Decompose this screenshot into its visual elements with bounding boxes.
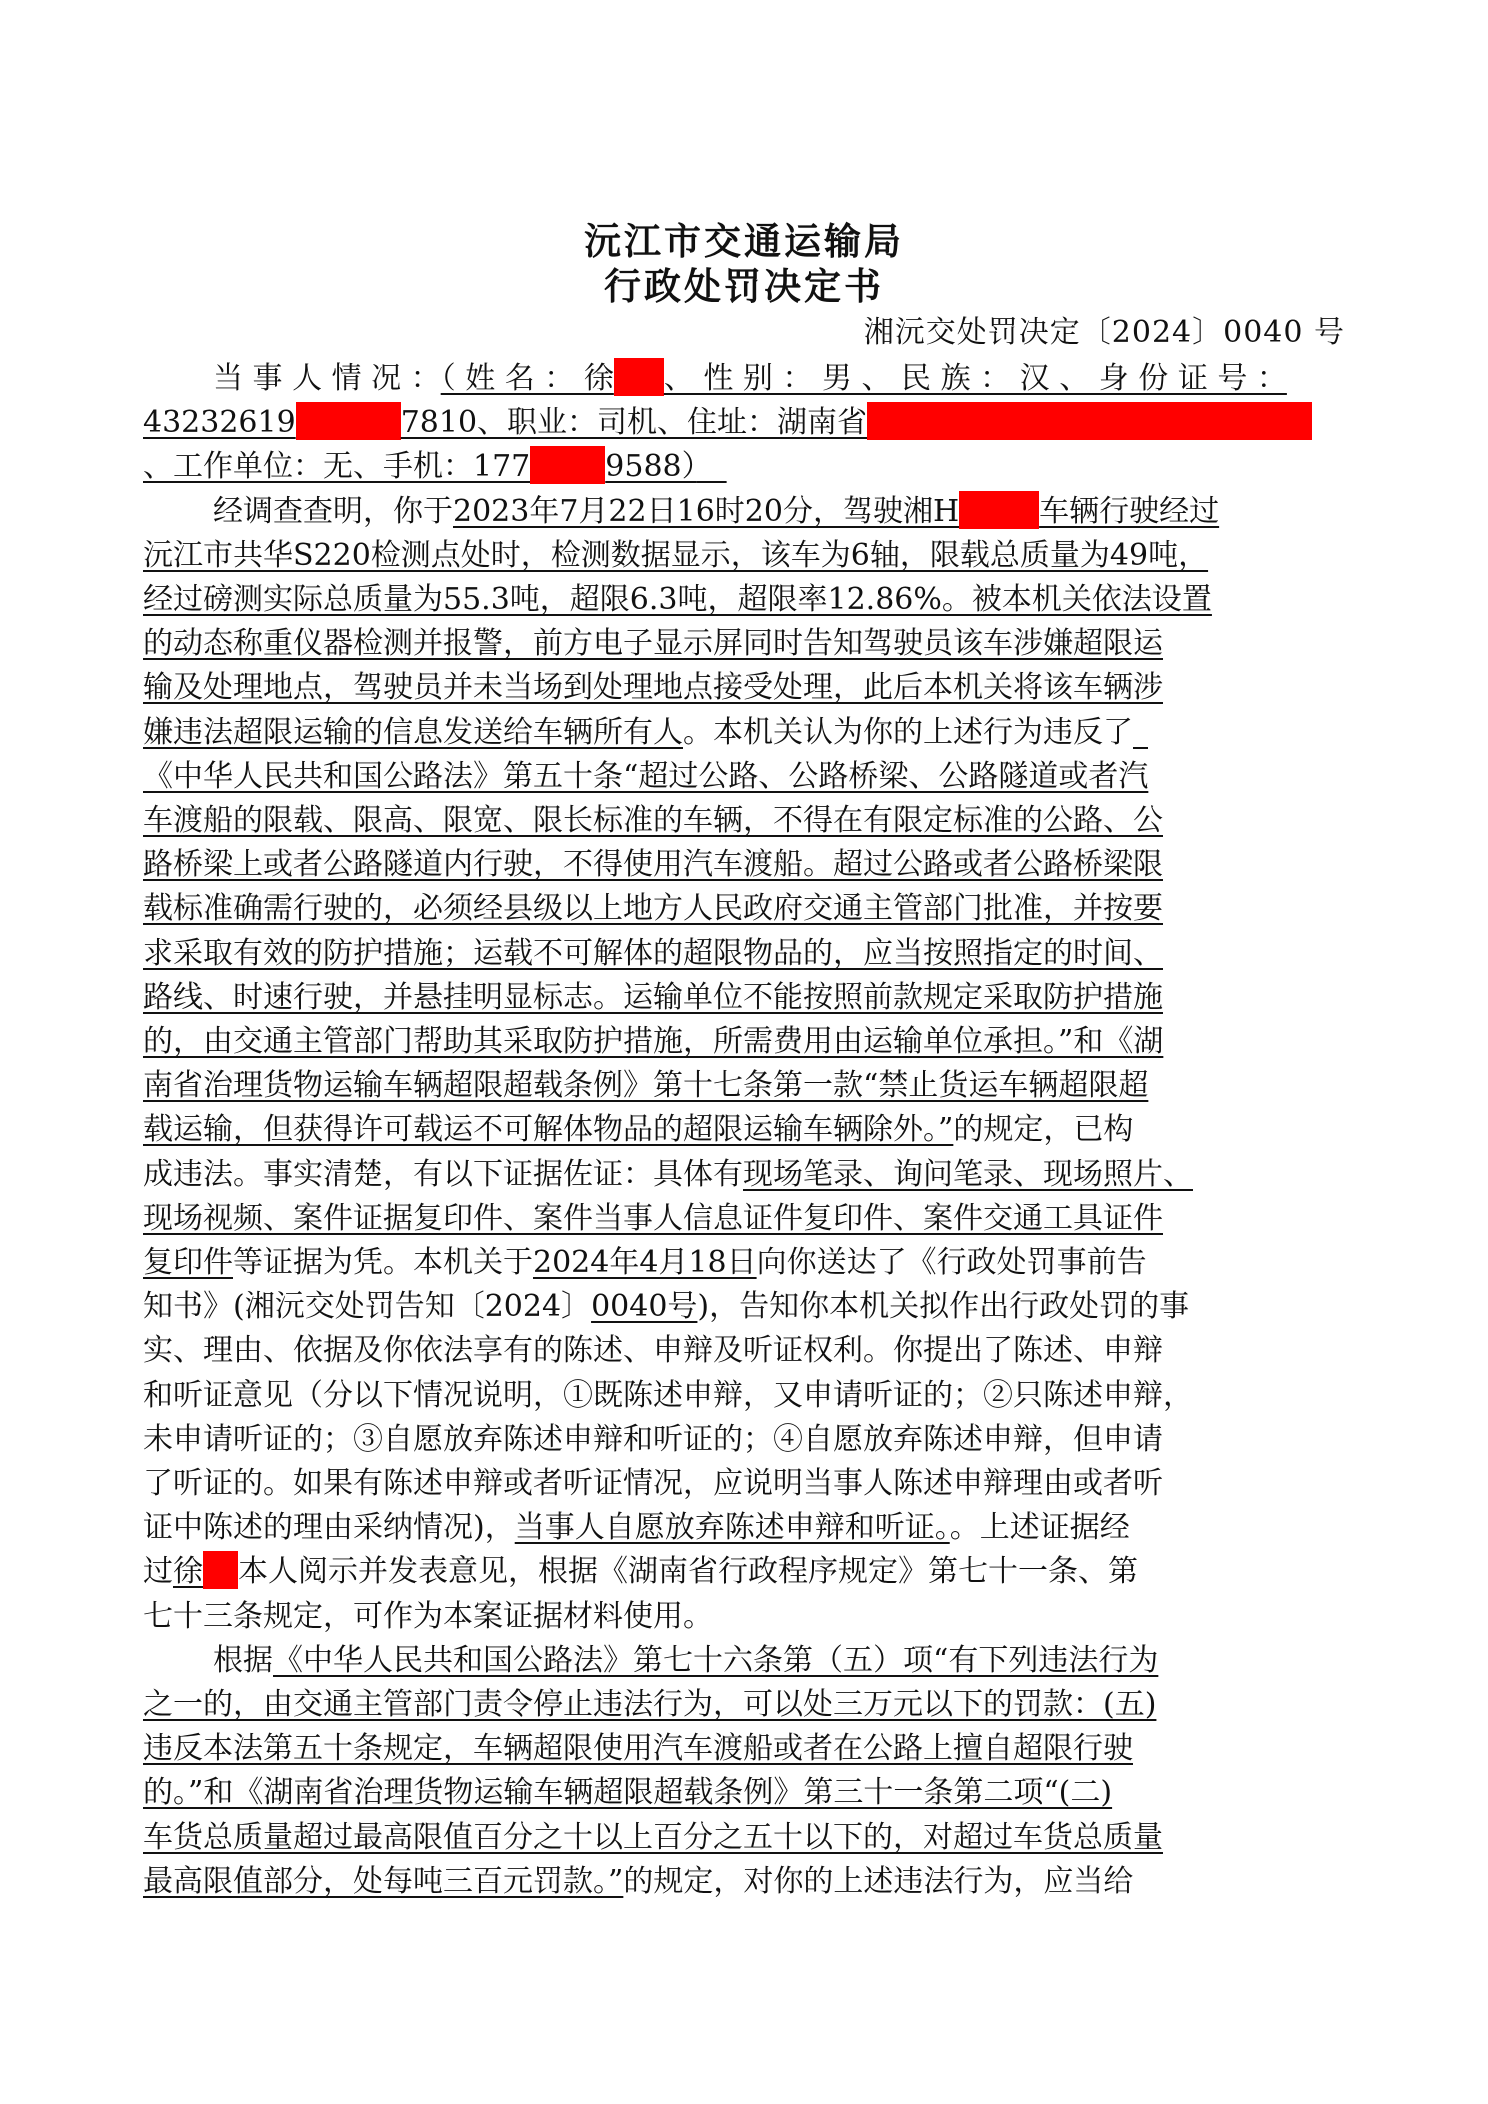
document-line [143, 1816, 1349, 1860]
document-line [143, 1506, 1349, 1550]
text-segment: 成违法。事实清楚，有以下证据佐证：具体有 [143, 1156, 743, 1192]
underlined-text: 车辆行驶经过 [1039, 493, 1220, 529]
redaction-box [867, 402, 1312, 440]
text-segment: 的规定，已构 [953, 1112, 1134, 1148]
document-line [143, 843, 1349, 887]
underlined-text: 43232619 [143, 405, 296, 441]
text-segment: 和听证意见（分以下情况说明，①既陈述申辩，又申请听证的；②只陈述申辩， [143, 1377, 1193, 1413]
text-segment: 过 [143, 1554, 173, 1590]
underlined-text: 车货总质量超过最高限值百分之十以上百分之五十以下的，对超过车货总质量 [143, 1819, 1163, 1855]
document-line [143, 1860, 1349, 1904]
document-line [143, 1241, 1349, 1285]
document-line [143, 1550, 1349, 1594]
underlined-text: 《中华人民共和国公路法》第七十六条第（五）项“有下列违法行为 [273, 1642, 1159, 1678]
document-line [143, 1683, 1349, 1727]
underlined-text: 输及处理地点，驾驶员并未当场到处理地点接受处理，此后本机关将该车辆涉 [143, 670, 1163, 706]
redaction-box [203, 1551, 238, 1589]
underlined-text: 、 性 别 ： 男 、 民 族 ： 汉 、 身 份 证 号 ： [663, 361, 1287, 396]
underlined-text: 2023年7月22日16时20分，驾驶湘H [453, 493, 960, 529]
document-line [143, 1285, 1349, 1329]
document-line [143, 799, 1349, 843]
doc-number: 湘沅交处罚决定〔2024〕0040 号 [863, 315, 1345, 350]
document-line [213, 490, 1349, 534]
text-segment: 的规定，对你的上述违法行为，应当给 [623, 1863, 1134, 1899]
underlined-text: （ 姓 名 ： 徐 [440, 361, 614, 396]
underlined-text: 求采取有效的防护措施；运载不可解体的超限物品的，应当按照指定的时间、 [143, 935, 1163, 971]
underlined-text: 9588） [605, 449, 697, 485]
document-line [143, 1771, 1349, 1815]
document-line [143, 1197, 1349, 1241]
underlined-text: 路桥梁上或者公路隧道内行驶，不得使用汽车渡船。超过公路或者公路桥梁限 [143, 847, 1163, 883]
underlined-text: 徐 [173, 1554, 203, 1590]
text-segment: 。上述证据经 [949, 1510, 1130, 1546]
document-line [143, 534, 1349, 578]
redaction-box [614, 358, 664, 396]
underlined-text: 现场笔录、询问笔录、现场照片、 [743, 1156, 1193, 1192]
document-line [143, 1153, 1349, 1197]
text-segment: 七十三条规定，可作为本案证据材料使用。 [143, 1598, 713, 1634]
document-line [143, 711, 1349, 755]
document-line [143, 1374, 1349, 1418]
underlined-text: 经过磅测实际总质量为55.3吨，超限6.3吨，超限率12.86%。被本机关依法设置 [143, 582, 1212, 617]
document-line [143, 666, 1349, 710]
underlined-text: 南省治理货物运输车辆超限超载条例》第十七条第一款“禁止货运车辆超限超 [143, 1068, 1149, 1104]
document-line [213, 357, 1349, 401]
text-segment: 知书》(湘沅交处罚告知〔2024〕 [143, 1289, 592, 1325]
document-line [143, 1108, 1349, 1152]
underlined-text: 的。”和《湖南省治理货物运输车辆超限超载条例》第三十一条第二项“(二) [143, 1775, 1113, 1811]
underlined-text: 违反本法第五十条规定，车辆超限使用汽车渡船或者在公路上擅自超限行驶 [143, 1731, 1133, 1767]
underlined-text: 7810、职业：司机、住址：湖南省 [400, 405, 868, 441]
text-segment: 经调查查明，你于 [213, 493, 453, 529]
document-line [143, 1727, 1349, 1771]
underlined-text: 现场视频、案件证据复印件、案件当事人信息证件复印件、案件交通工具证件 [143, 1200, 1163, 1236]
underlined-text: 载标准确需行驶的，必须经县级以上地方人民政府交通主管部门批准，并按要 [143, 891, 1163, 927]
underlined-text: 、工作单位：无、手机：177 [143, 449, 531, 485]
document-line [143, 1329, 1349, 1373]
text-segment: 。本机关认为你的上述行为违反了 [683, 714, 1133, 750]
text-segment: 证中陈述的理由采纳情况)， [143, 1510, 515, 1546]
underlined-text: 最高限值部分，处每吨三百元罚款。” [143, 1863, 624, 1899]
underlined-text: 2024年4月18日 [533, 1245, 757, 1280]
document-line [213, 1639, 1349, 1683]
document-line [143, 976, 1349, 1020]
underlined-text: 的动态称重仪器检测并报警，前方电子显示屏同时告知驾驶员该车涉嫌超限运 [143, 626, 1163, 662]
underlined-text: 路线、时速行驶，并悬挂明显标志。运输单位不能按照前款规定采取防护措施 [143, 979, 1163, 1015]
document-line [143, 622, 1349, 666]
document-line [143, 578, 1349, 622]
document-line [143, 1020, 1349, 1064]
text-segment: 实、理由、依据及你依法享有的陈述、申辩及听证权利。你提出了陈述、申辩 [143, 1333, 1163, 1369]
redaction-box [959, 491, 1039, 529]
document-line [143, 1418, 1349, 1462]
underlined-text: 的，由交通主管部门帮助其采取防护措施，所需费用由运输单位承担。”和《湖 [143, 1024, 1164, 1059]
text-segment: 等证据为凭。本机关于 [233, 1245, 533, 1280]
underlined-text [697, 449, 727, 484]
text-segment: 本人阅示并发表意见，根据《湖南省行政程序规定》第七十一条、第 [238, 1554, 1138, 1590]
text-segment: 当 事 人 情 况 ： [213, 361, 441, 396]
underlined-text: 复印件 [143, 1245, 233, 1280]
document-line [143, 445, 1349, 489]
underlined-text: 车渡船的限载、限高、限宽、限长标准的车辆，不得在有限定标准的公路、公 [143, 803, 1163, 838]
document-line [143, 755, 1349, 799]
text-segment: 根据 [213, 1642, 273, 1678]
text-segment: )，告知你本机关拟作出行政处罚的事 [697, 1289, 1190, 1325]
document-line [143, 1064, 1349, 1108]
redaction-box [296, 402, 401, 440]
underlined-text: 《中华人民共和国公路法》第五十条“超过公路、公路桥梁、公路隧道或者汽 [143, 758, 1149, 794]
underlined-text: 当事人自愿放弃陈述申辩和听证。 [514, 1510, 950, 1546]
document-line [143, 932, 1349, 976]
text-segment: 向你送达了《行政处罚事前告 [756, 1245, 1147, 1280]
underlined-text: 嫌违法超限运输的信息发送给车辆所有人 [143, 714, 683, 750]
document-line [143, 401, 1349, 445]
underlined-text: 沅江市共华S220检测点处时，检测数据显示，该车为6轴，限载总质量为49吨， [143, 537, 1209, 573]
org-title: 沅江市交通运输局 [584, 220, 904, 263]
redaction-box [530, 446, 605, 484]
text-segment: 了听证的。如果有陈述申辩或者听证情况，应说明当事人陈述申辩理由或者听 [143, 1466, 1163, 1501]
document-line [143, 887, 1349, 931]
underlined-text: 0040号 [591, 1289, 698, 1325]
underlined-text: 之一的，由交通主管部门责令停止违法行为，可以处三万元以下的罚款：(五) [143, 1687, 1157, 1722]
underlined-text: _ [1133, 714, 1148, 750]
document-line [143, 1462, 1349, 1506]
document-line [143, 1595, 1349, 1639]
underlined-text: 载运输，但获得许可载运不可解体物品的超限运输车辆除外。” [143, 1112, 954, 1148]
text-segment: 未申请听证的；③自愿放弃陈述申辩和听证的；④自愿放弃陈述申辩，但申请 [143, 1421, 1163, 1457]
doc-title: 行政处罚决定书 [604, 265, 884, 308]
